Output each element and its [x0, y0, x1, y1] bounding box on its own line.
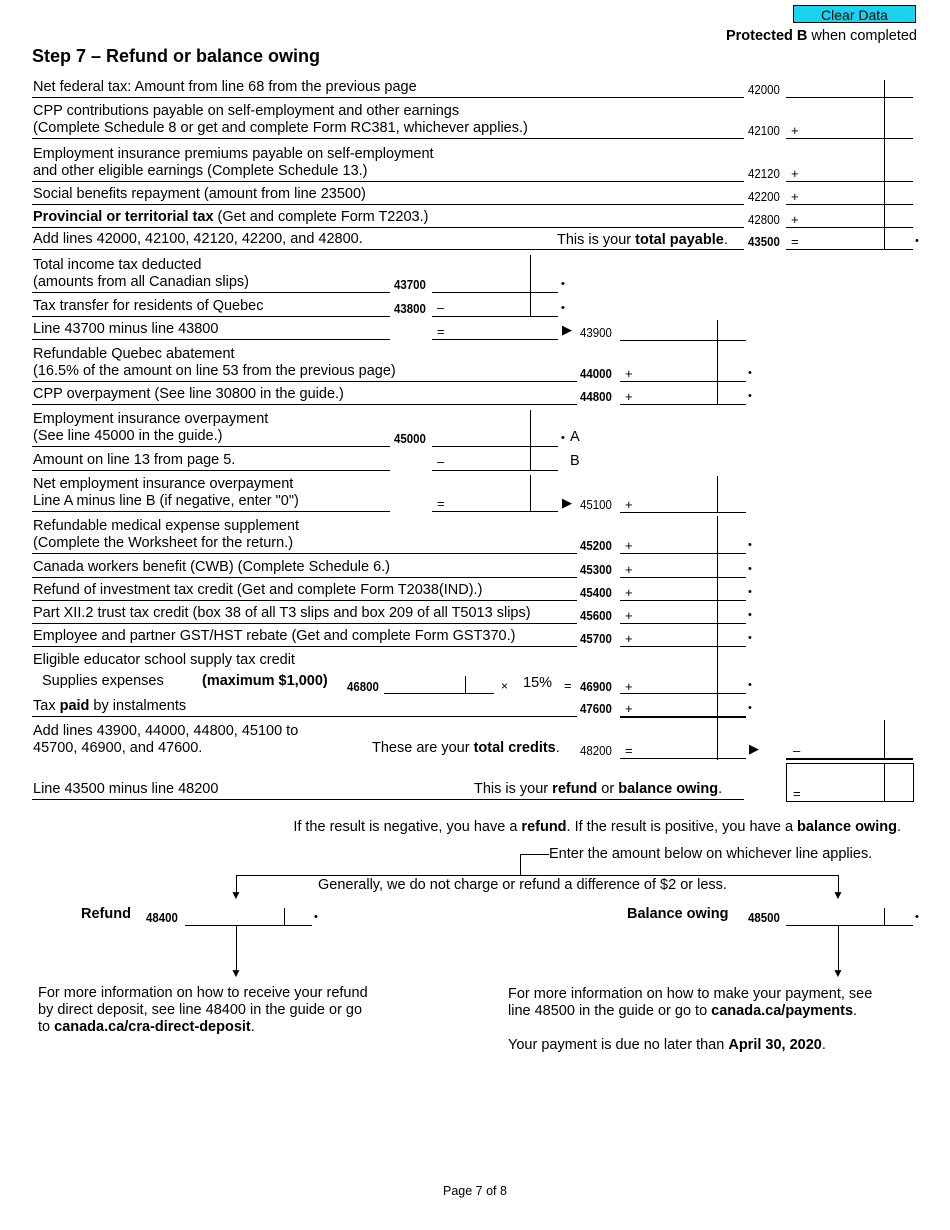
line-44000-code: 44000 [580, 366, 612, 381]
bullet-icon: • [748, 702, 752, 714]
plus-sign: + [791, 166, 799, 181]
line-43500-label: Add lines 42000, 42100, 42120, 42200, and 42800. [33, 231, 363, 247]
line-43900-field[interactable] [620, 323, 746, 341]
plus-sign: + [791, 123, 799, 138]
rate-label: 15% [523, 675, 553, 691]
equals-sign: = [625, 743, 633, 758]
arrow-right-icon: ▶ [562, 495, 572, 510]
line-42120-field[interactable] [786, 164, 913, 182]
line-46900-field[interactable] [620, 676, 746, 694]
line-b-marker: B [570, 453, 580, 469]
rule [32, 553, 577, 554]
line-47600-code: 47600 [580, 701, 612, 716]
rule [32, 381, 577, 382]
line-42800-field[interactable] [786, 210, 913, 228]
payment-due-note: Your payment is due no later than April 30, 2020. [508, 1037, 826, 1053]
bullet-icon: • [748, 632, 752, 644]
line-45400-field[interactable] [620, 583, 746, 601]
minus-sign: – [437, 454, 445, 469]
line-a-marker: A [570, 429, 580, 445]
line-48400-field[interactable] [185, 908, 312, 926]
clear-data-button[interactable]: Clear Data [793, 5, 916, 23]
plus-sign: + [625, 366, 633, 381]
arrow-right-icon: ▶ [562, 322, 572, 337]
line-45000-field[interactable] [432, 429, 558, 447]
bullet-icon: • [561, 432, 565, 444]
line-42800-code: 42800 [748, 212, 780, 227]
line-46900-code: 46900 [580, 679, 612, 694]
cents-divider [884, 908, 885, 925]
minus-sign: – [437, 300, 445, 315]
line-45100-code: 45100 [580, 497, 612, 512]
line-45300-label: Canada workers benefit (CWB) (Complete Schedule 6.) [33, 559, 391, 575]
bullet-icon: • [915, 911, 919, 923]
balance-owing-label: Balance owing [627, 906, 729, 922]
plus-sign: + [791, 189, 799, 204]
line-48200-label-2: 45700, 46900, and 47600. [33, 740, 203, 756]
line-45100-subtotal-field[interactable] [432, 494, 558, 512]
line-43900-label: Line 43700 minus line 43800 [33, 321, 219, 337]
total-credits-field[interactable] [786, 741, 913, 760]
line-45200-label-2: (Complete the Worksheet for the return.) [33, 535, 294, 551]
rule [32, 623, 577, 624]
rule [32, 316, 390, 317]
payments-link[interactable]: canada.ca/payments [711, 1003, 854, 1019]
step-title: Step 7 – Refund or balance owing [32, 46, 321, 66]
line-44000-label-2: (16.5% of the amount on line 53 from the previous page) [33, 363, 396, 379]
rule [32, 470, 390, 471]
connector-line [520, 854, 549, 855]
line-45100-field[interactable] [620, 495, 746, 513]
line-43800-label: Tax transfer for residents of Quebec [33, 298, 264, 314]
line-44000-field[interactable] [620, 364, 746, 382]
line-45300-field[interactable] [620, 560, 746, 578]
line-43700-label-2: (amounts from all Canadian slips) [33, 274, 249, 290]
minus-sign: – [793, 743, 801, 758]
plus-sign: + [625, 562, 633, 577]
rule [32, 138, 744, 139]
plus-sign: + [625, 608, 633, 623]
equals-sign: = [791, 234, 799, 249]
owing-info-2: line 48500 in the guide or go to canada.ca/payments. [508, 1003, 858, 1019]
equals-sign: = [437, 324, 445, 339]
line-43800-code: 43800 [394, 301, 426, 316]
rule [32, 181, 744, 182]
rule [32, 511, 390, 512]
line-46900-label: Eligible educator school supply tax credit [33, 652, 295, 668]
connector-line [236, 875, 839, 876]
line-45400-label: Refund of investment tax credit (Get and complete Form T2038(IND).) [33, 582, 483, 598]
line-42800-label: Provincial or territorial tax (Get and complete Form T2203.) [33, 209, 429, 225]
bullet-icon: • [748, 586, 752, 598]
cents-divider [884, 720, 885, 760]
line-48500-field[interactable] [786, 908, 913, 926]
rule [32, 646, 577, 647]
plus-sign: + [625, 389, 633, 404]
line-48200-code: 48200 [580, 743, 612, 758]
line-42100-label-2: (Complete Schedule 8 or get and complete Form RC381, whichever applies.) [33, 120, 528, 136]
bullet-icon: • [748, 367, 752, 379]
line-42120-code: 42120 [748, 166, 780, 181]
balance-field[interactable] [786, 763, 914, 802]
rule [32, 249, 744, 250]
line-42100-code: 42100 [748, 123, 780, 138]
line-45000-code: 45000 [394, 431, 426, 446]
line-45200-code: 45200 [580, 538, 612, 553]
two-dollar-note: Generally, we do not charge or refund a difference of $2 or less. [318, 877, 727, 893]
balance-label: Line 43500 minus line 48200 [33, 781, 219, 797]
rule [32, 227, 744, 228]
line-43800-field[interactable] [432, 299, 558, 317]
rule [32, 577, 577, 578]
line-45700-label: Employee and partner GST/HST rebate (Get and complete Form GST370.) [33, 628, 516, 644]
line-45400-code: 45400 [580, 585, 612, 600]
refund-or-balance-note: This is your refund or balance owing. [474, 781, 723, 797]
line-43500-field[interactable] [786, 232, 913, 250]
bullet-icon: • [748, 539, 752, 551]
line-42200-code: 42200 [748, 189, 780, 204]
plus-sign: + [625, 631, 633, 646]
enter-amount-note: Enter the amount below on whichever line applies. [549, 846, 873, 862]
line-45100-label-1: Net employment insurance overpayment [33, 476, 294, 492]
line-48200-field[interactable] [620, 741, 746, 759]
bullet-icon: • [748, 563, 752, 575]
equals-sign: = [793, 786, 801, 801]
plus-sign: + [625, 538, 633, 553]
bullet-icon: • [748, 609, 752, 621]
line-42000-code: 42000 [748, 82, 780, 97]
cents-divider [284, 908, 285, 925]
line-42200-label: Social benefits repayment (amount from line 23500) [33, 186, 366, 202]
plus-sign: + [625, 701, 633, 716]
line-45200-label-1: Refundable medical expense supplement [33, 518, 300, 534]
rule [32, 600, 577, 601]
line-45700-field[interactable] [620, 629, 746, 647]
line-43500-code: 43500 [748, 234, 780, 249]
line-42000-field[interactable] [786, 80, 913, 98]
bullet-icon: • [748, 390, 752, 402]
total-payable-note: This is your total payable. [557, 232, 728, 248]
rule [32, 339, 390, 340]
line-42120-label-2: and other eligible earnings (Complete Schedule 13.) [33, 163, 368, 179]
line-43900-code: 43900 [580, 325, 612, 340]
line-42200-field[interactable] [786, 187, 913, 205]
line-45000-label-2: (See line 45000 in the guide.) [33, 428, 223, 444]
line-47600-field[interactable] [620, 699, 746, 718]
arrow-down-icon: ▼ [230, 888, 242, 902]
line-b-label: Amount on line 13 from page 5. [33, 452, 236, 468]
rule [32, 446, 390, 447]
line-45600-code: 45600 [580, 608, 612, 623]
arrow-right-icon: ▶ [749, 741, 759, 756]
rule [32, 716, 577, 717]
result-explanation: If the result is negative, you have a refund. If the result is positive, you have a balance owing. [293, 819, 901, 835]
bullet-icon: • [748, 679, 752, 691]
owing-info-1: For more information on how to make your payment, see [508, 986, 873, 1002]
refund-info-3: to canada.ca/cra-direct-deposit. [38, 1019, 255, 1035]
page-number: Page 7 of 8 [443, 1184, 507, 1198]
line-45200-field[interactable] [620, 536, 746, 554]
line-46800-field[interactable] [384, 676, 494, 694]
bullet-icon: • [314, 911, 318, 923]
refund-label: Refund [81, 906, 131, 922]
arrow-down-icon: ▼ [832, 888, 844, 902]
maximum-label: (maximum $1,000) [202, 673, 328, 689]
line-45000-label-1: Employment insurance overpayment [33, 411, 269, 427]
cents-divider [465, 676, 466, 693]
line-42100-label-1: CPP contributions payable on self-employment and other earnings [33, 103, 460, 119]
arrow-down-icon: ▼ [832, 966, 844, 980]
line-43700-code: 43700 [394, 277, 426, 292]
cents-divider [884, 763, 885, 801]
plus-sign: + [625, 497, 633, 512]
plus-sign: + [625, 679, 633, 694]
bullet-icon: • [915, 235, 919, 247]
rule [32, 799, 744, 800]
line-48200-label-1: Add lines 43900, 44000, 44800, 45100 to [33, 723, 299, 739]
refund-info-1: For more information on how to receive your refund [38, 985, 368, 1001]
times-sign: × [501, 679, 509, 693]
protected-b-notice: Protected B when completed [725, 28, 917, 44]
bullet-icon: • [561, 302, 565, 314]
line-44800-code: 44800 [580, 389, 612, 404]
line-b-field[interactable] [432, 453, 558, 471]
line-43900-subtotal-field[interactable] [432, 322, 558, 340]
plus-sign: + [791, 212, 799, 227]
line-44800-field[interactable] [620, 387, 746, 405]
direct-deposit-link[interactable]: canada.ca/cra-direct-deposit [54, 1019, 251, 1035]
equals-sign: = [564, 678, 572, 693]
line-46800-code: 46800 [347, 679, 379, 694]
line-45600-field[interactable] [620, 606, 746, 624]
line-42100-field[interactable] [786, 121, 913, 139]
line-43700-field[interactable] [432, 275, 558, 293]
rule [32, 404, 577, 405]
total-credits-note: These are your total credits. [372, 740, 560, 756]
line-47600-label: Tax paid by instalments [33, 698, 187, 714]
rule [32, 97, 744, 98]
supplies-expenses-label: Supplies expenses [42, 673, 164, 689]
line-42000-label: Net federal tax: Amount from line 68 from the previous page [33, 79, 417, 95]
bullet-icon: • [561, 278, 565, 290]
line-45300-code: 45300 [580, 562, 612, 577]
line-44000-label-1: Refundable Quebec abatement [33, 346, 235, 362]
arrow-down-icon: ▼ [230, 966, 242, 980]
line-45600-label: Part XII.2 trust tax credit (box 38 of all T3 slips and box 209 of all T5013 slips) [33, 605, 531, 621]
line-45700-code: 45700 [580, 631, 612, 646]
line-44800-label: CPP overpayment (See line 30800 in the guide.) [33, 386, 344, 402]
plus-sign: + [625, 585, 633, 600]
line-43700-label-1: Total income tax deducted [33, 257, 202, 273]
line-48500-code: 48500 [748, 910, 780, 925]
equals-sign: = [437, 496, 445, 511]
rule [32, 292, 390, 293]
line-45100-label-2: Line A minus line B (if negative, enter "0") [33, 493, 299, 509]
line-42120-label-1: Employment insurance premiums payable on self-employment [33, 146, 434, 162]
connector-line [520, 854, 521, 876]
line-48400-code: 48400 [146, 910, 178, 925]
refund-info-2: by direct deposit, see line 48400 in the guide or go [38, 1002, 363, 1018]
rule [32, 204, 744, 205]
